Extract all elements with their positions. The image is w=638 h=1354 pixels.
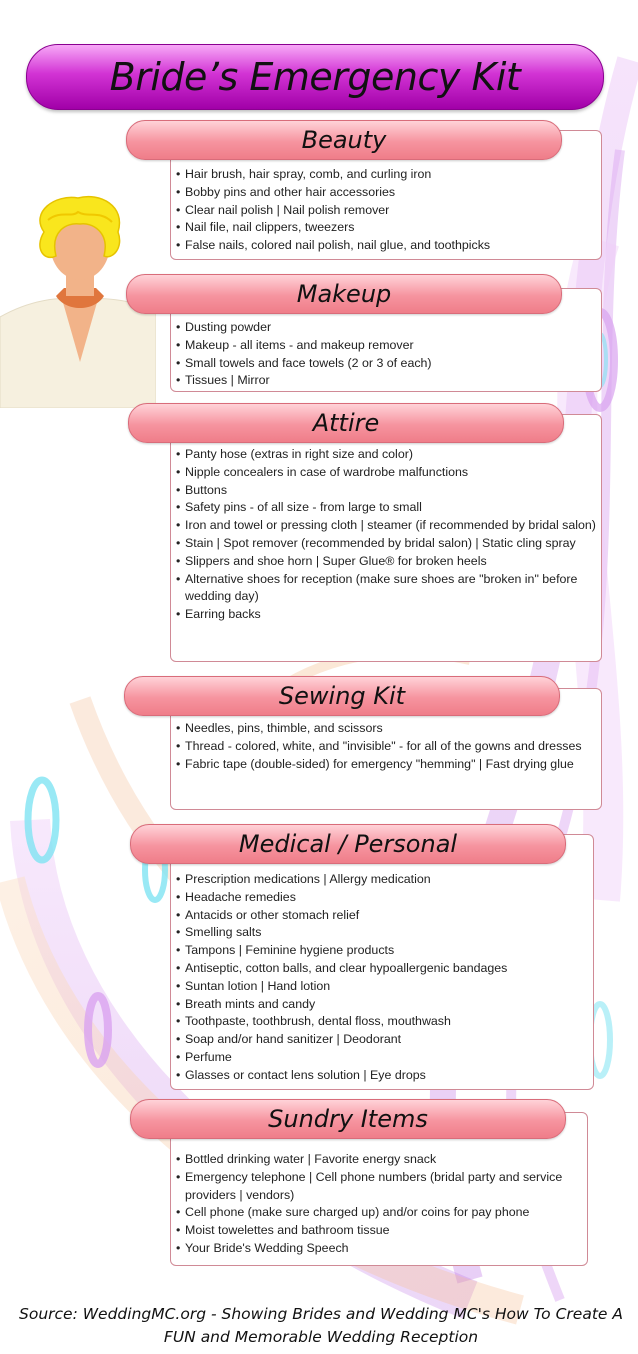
page-title: Bride’s Emergency Kit (109, 55, 521, 99)
list-item: • Tissues | Mirror (176, 372, 594, 390)
list-item: • Dusting powder (176, 319, 594, 337)
list-item: • Slippers and shoe horn | Super Glue® for broken heels (176, 553, 596, 571)
list-item: • Hair brush, hair spray, comb, and curling iron (176, 166, 594, 184)
list-item: • Toothpaste, toothbrush, dental floss, mouthwash (176, 1013, 586, 1031)
list-item: • Smelling salts (176, 924, 586, 942)
section-heading-label: Makeup (296, 280, 392, 308)
list-item: • Antacids or other stomach relief (176, 907, 586, 925)
list-item: • Nail file, nail clippers, tweezers (176, 219, 594, 237)
source-citation: Source: WeddingMC.org - Showing Brides and Wedding MC's How To Create A FUN and Memorable Wedding Reception (19, 1305, 623, 1346)
section-heading-medical-personal (130, 824, 566, 864)
section-heading-beauty (126, 120, 562, 160)
list-item: • Your Bride's Wedding Speech (176, 1240, 580, 1258)
list-item: • Thread - colored, white, and "invisible" - for all of the gowns and dresses (176, 738, 592, 756)
list-item: • Soap and/or hand sanitizer | Deodorant (176, 1031, 586, 1049)
list-item: • Earring backs (176, 606, 596, 624)
list-item: • Small towels and face towels (2 or 3 of each) (176, 355, 594, 373)
list-item: • Fabric tape (double-sided) for emergency "hemming" | Fast drying glue (176, 756, 592, 774)
list-item: • Clear nail polish | Nail polish remover (176, 202, 594, 220)
section-heading-label: Medical / Personal (238, 830, 458, 858)
list-item: • Stain | Spot remover (recommended by bridal salon) | Static cling spray (176, 535, 596, 553)
list-item: • Perfume (176, 1049, 586, 1067)
section-heading-label: Beauty (301, 126, 387, 154)
list-item: • Cell phone (make sure charged up) and/or coins for pay phone (176, 1204, 580, 1222)
list-item: • Prescription medications | Allergy medication (176, 871, 586, 889)
section-heading-label: Attire (312, 409, 380, 437)
section-list-attire (176, 446, 596, 624)
list-item: • Makeup - all items - and makeup remover (176, 337, 594, 355)
list-item: • Needles, pins, thimble, and scissors (176, 720, 592, 738)
section-heading-sundry-items (130, 1099, 566, 1139)
list-item: • Breath mints and candy (176, 996, 586, 1014)
list-item: • Panty hose (extras in right size and color) (176, 446, 596, 464)
section-list-sewing-kit (176, 720, 592, 773)
list-item: • Safety pins - of all size - from large to small (176, 499, 596, 517)
list-item: • Buttons (176, 482, 596, 500)
list-item: • Headache remedies (176, 889, 586, 907)
list-item: • Tampons | Feminine hygiene products (176, 942, 586, 960)
list-item: • Iron and towel or pressing cloth | steamer (if recommended by bridal salon) (176, 517, 596, 535)
section-list-sundry-items (176, 1151, 580, 1258)
list-item: • Bottled drinking water | Favorite energy snack (176, 1151, 580, 1169)
section-list-beauty (176, 166, 594, 255)
list-item: • False nails, colored nail polish, nail glue, and toothpicks (176, 237, 594, 255)
list-item: • Moist towelettes and bathroom tissue (176, 1222, 580, 1240)
list-item: • Suntan lotion | Hand lotion (176, 978, 586, 996)
list-item: • Nipple concealers in case of wardrobe malfunctions (176, 464, 596, 482)
list-item: • Glasses or contact lens solution | Eye drops (176, 1067, 586, 1085)
list-item: • Alternative shoes for reception (make sure shoes are "broken in" before wedding day) (176, 571, 596, 607)
section-list-makeup (176, 319, 594, 390)
section-heading-label: Sundry Items (268, 1105, 428, 1133)
section-heading-sewing-kit (124, 676, 560, 716)
title-banner (26, 44, 604, 110)
list-item: • Bobby pins and other hair accessories (176, 184, 594, 202)
section-heading-attire (128, 403, 564, 443)
list-item: • Emergency telephone | Cell phone numbers (bridal party and service providers | vendors) (176, 1169, 580, 1205)
list-item: • Antiseptic, cotton balls, and clear hypoallergenic bandages (176, 960, 586, 978)
section-heading-label: Sewing Kit (278, 682, 406, 710)
section-list-medical-personal (176, 871, 586, 1085)
section-heading-makeup (126, 274, 562, 314)
